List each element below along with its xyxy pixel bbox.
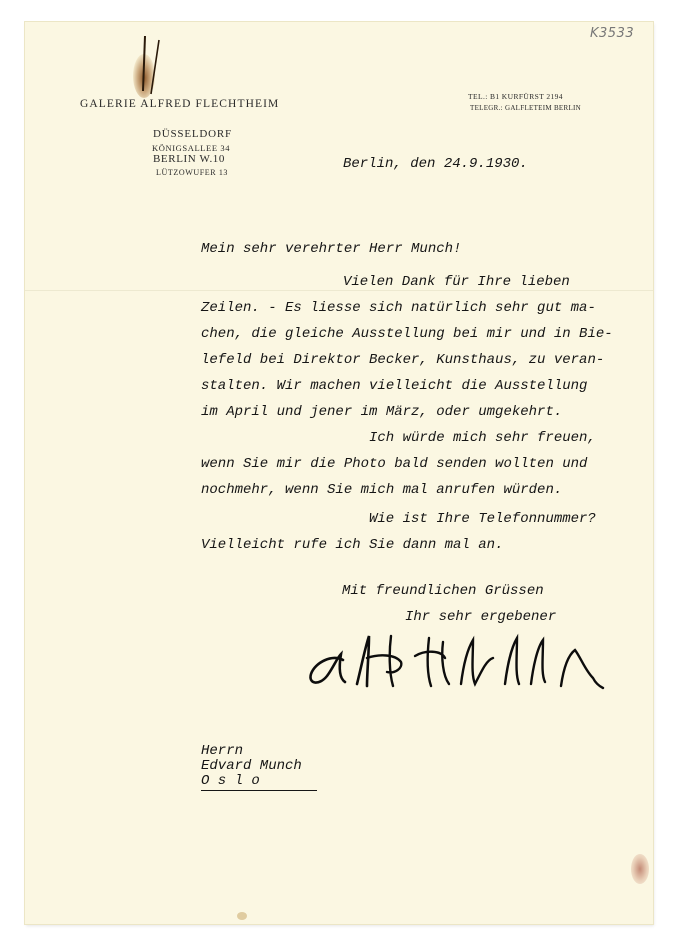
recipient-salutation: Herrn <box>201 743 244 759</box>
closing-signoff: Ihr sehr ergebener <box>405 609 557 625</box>
recipient-city: O s l o <box>201 773 317 791</box>
letterhead-telephone: TEL.: B1 KURFÜRST 2194 <box>468 92 563 101</box>
body-line: chen, die gleiche Ausstellung bei mir und in Bie- <box>201 326 613 342</box>
body-line: Ich würde mich sehr freuen, <box>369 430 596 446</box>
body-line: lefeld bei Direktor Becker, Kunsthaus, zu veran- <box>201 352 605 368</box>
body-line: Zeilen. - Es liesse sich natürlich sehr gut ma- <box>201 300 596 316</box>
body-line: nochmehr, wenn Sie mich mal anrufen würden. <box>201 482 563 498</box>
red-stain <box>631 854 649 884</box>
body-line: stalten. Wir machen vielleicht die Ausstellung <box>201 378 588 394</box>
paper-fold <box>25 290 653 291</box>
signature <box>305 628 605 698</box>
body-line: im April und jener im März, oder umgekehrt. <box>201 404 563 420</box>
body-line: Vielleicht rufe ich Sie dann mal an. <box>201 537 504 553</box>
letterhead-address-berlin: LÜTZOWUFER 13 <box>156 168 229 177</box>
body-line: Vielen Dank für Ihre lieben <box>343 274 570 290</box>
small-stain <box>237 912 247 920</box>
archive-number: K3533 <box>590 26 635 41</box>
body-line: wenn Sie mir die Photo bald senden wollten und <box>201 456 588 472</box>
recipient-name: Edvard Munch <box>201 758 302 774</box>
closing-greeting: Mit freundlichen Grüssen <box>342 583 544 599</box>
salutation: Mein sehr verehrter Herr Munch! <box>201 241 462 257</box>
letterhead-address-dusseldorf: KÖNIGSALLEE 34 <box>152 143 231 153</box>
letterhead-telegram: TELEGR.: GALFLETEIM BERLIN <box>470 104 582 112</box>
date-line: Berlin, den 24.9.1930. <box>343 156 528 172</box>
letter-sheet <box>25 22 653 924</box>
gallery-name: GALERIE ALFRED FLECHTHEIM <box>80 98 280 110</box>
letterhead-city-berlin: BERLIN W.10 <box>153 153 225 165</box>
letterhead-city-dusseldorf: DÜSSELDORF <box>153 128 232 140</box>
body-line: Wie ist Ihre Telefonnummer? <box>369 511 596 527</box>
